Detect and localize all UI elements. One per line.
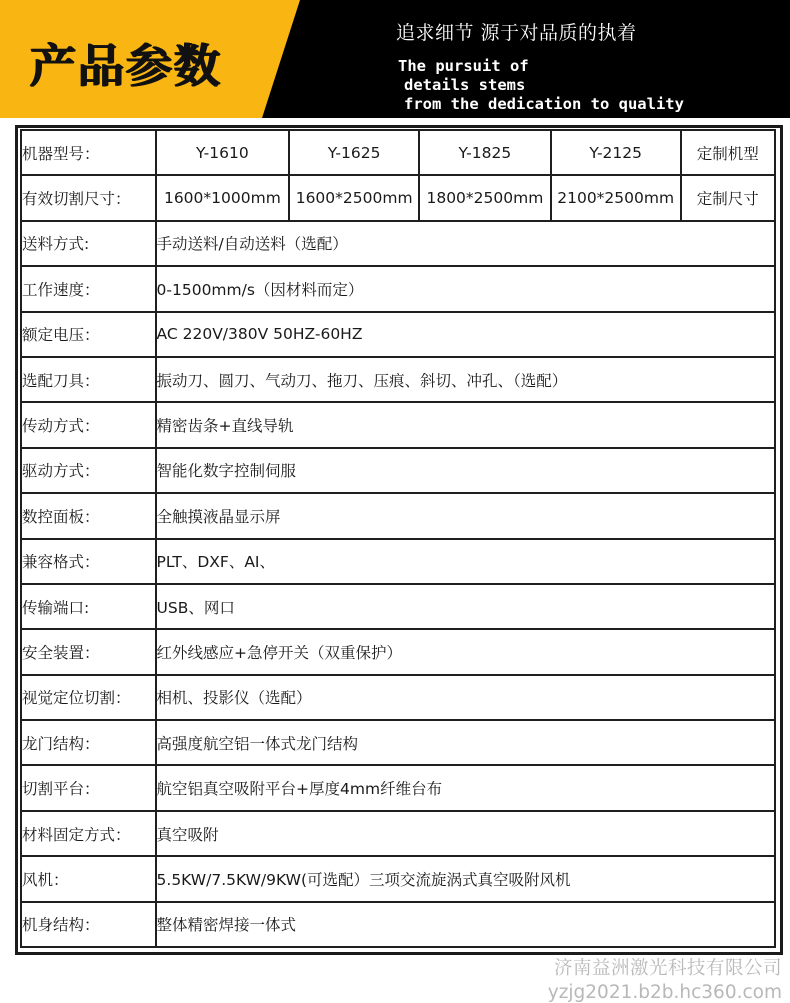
spec-value: 航空铝真空吸附平台+厚度4mm纤维台布 bbox=[156, 765, 775, 810]
spec-row bbox=[21, 266, 775, 311]
spec-row bbox=[21, 493, 775, 538]
spec-value: 振动刀、圆刀、气动刀、拖刀、压痕、斜切、冲孔、（选配） bbox=[156, 357, 775, 402]
company-name: 济南益洲激光科技有限公司 bbox=[553, 958, 782, 979]
spec-value: USB、网口 bbox=[156, 584, 775, 629]
spec-row bbox=[21, 765, 775, 810]
spec-value: 全触摸液晶显示屏 bbox=[156, 493, 775, 538]
size-row bbox=[21, 175, 775, 220]
spec-value: 5.5KW/7.5KW/9KW(可选配）三项交流旋涡式真空吸附风机 bbox=[156, 856, 775, 901]
spec-label: 安全装置： bbox=[21, 629, 156, 674]
spec-row bbox=[21, 675, 775, 720]
model-cell: Y-2125 bbox=[551, 130, 681, 175]
spec-label: 数控面板： bbox=[21, 493, 156, 538]
spec-label: 工作速度： bbox=[21, 266, 156, 311]
spec-label: 切割平台： bbox=[21, 765, 156, 810]
spec-label: 龙门结构： bbox=[21, 720, 156, 765]
custom-model-cell: 定制机型 bbox=[681, 130, 775, 175]
spec-label: 兼容格式： bbox=[21, 539, 156, 584]
spec-value: 高强度航空铝一体式龙门结构 bbox=[156, 720, 775, 765]
spec-value: 真空吸附 bbox=[156, 811, 775, 856]
spec-value: 精密齿条+直线导轨 bbox=[156, 402, 775, 447]
spec-label: 额定电压： bbox=[21, 312, 156, 357]
spec-row bbox=[21, 221, 775, 266]
size-cell: 1600*1000mm bbox=[156, 175, 290, 220]
spec-label: 视觉定位切割： bbox=[21, 675, 156, 720]
spec-label: 机身结构： bbox=[21, 902, 156, 947]
spec-row bbox=[21, 539, 775, 584]
footer-watermark bbox=[548, 957, 782, 1003]
model-cell: Y-1610 bbox=[156, 130, 290, 175]
spec-row bbox=[21, 720, 775, 765]
slogan-en-line-1: The pursuit of bbox=[398, 57, 529, 75]
spec-label: 传动方式： bbox=[21, 402, 156, 447]
spec-label: 选配刀具： bbox=[21, 357, 156, 402]
slogan-en-line-3: from the dedication to quality bbox=[404, 95, 684, 113]
spec-table bbox=[20, 129, 776, 948]
spec-row bbox=[21, 856, 775, 901]
size-cell: 2100*2500mm bbox=[551, 175, 681, 220]
size-cell: 1600*2500mm bbox=[289, 175, 419, 220]
spec-row bbox=[21, 402, 775, 447]
spec-row bbox=[21, 811, 775, 856]
slogan-en bbox=[398, 57, 684, 114]
spec-value: 相机、投影仪（选配） bbox=[156, 675, 775, 720]
slogan-cn: 追求细节 源于对品质的执着 bbox=[396, 22, 637, 44]
model-row bbox=[21, 130, 775, 175]
spec-label: 风机： bbox=[21, 856, 156, 901]
spec-row bbox=[21, 902, 775, 947]
spec-label: 驱动方式： bbox=[21, 448, 156, 493]
size-cell: 1800*2500mm bbox=[419, 175, 551, 220]
model-label: 机器型号： bbox=[21, 130, 156, 175]
spec-label: 材料固定方式： bbox=[21, 811, 156, 856]
spec-value: 0-1500mm/s（因材料而定） bbox=[156, 266, 775, 311]
spec-value: 智能化数字控制伺服 bbox=[156, 448, 775, 493]
page-title: 产品参数 bbox=[30, 39, 222, 93]
spec-value: 整体精密焊接一体式 bbox=[156, 902, 775, 947]
model-cell: Y-1825 bbox=[419, 130, 551, 175]
size-label: 有效切割尺寸： bbox=[21, 175, 156, 220]
spec-value: AC 220V/380V 50HZ-60HZ bbox=[156, 312, 775, 357]
spec-label: 送料方式: bbox=[21, 221, 156, 266]
spec-row bbox=[21, 448, 775, 493]
spec-row bbox=[21, 357, 775, 402]
spec-value: 红外线感应+急停开关（双重保护） bbox=[156, 629, 775, 674]
custom-size-cell: 定制尺寸 bbox=[681, 175, 775, 220]
spec-label: 传输端口: bbox=[21, 584, 156, 629]
slogan-en-line-2: details stems bbox=[404, 76, 526, 94]
spec-value: 手动送料/自动送料（选配） bbox=[156, 221, 775, 266]
spec-row bbox=[21, 629, 775, 674]
model-cell: Y-1625 bbox=[289, 130, 419, 175]
header-banner bbox=[0, 0, 790, 118]
company-url: yzjg2021.b2b.hc360.com bbox=[547, 982, 782, 1003]
spec-row bbox=[21, 584, 775, 629]
spec-row bbox=[21, 312, 775, 357]
spec-value: PLT、DXF、AI、 bbox=[156, 539, 775, 584]
